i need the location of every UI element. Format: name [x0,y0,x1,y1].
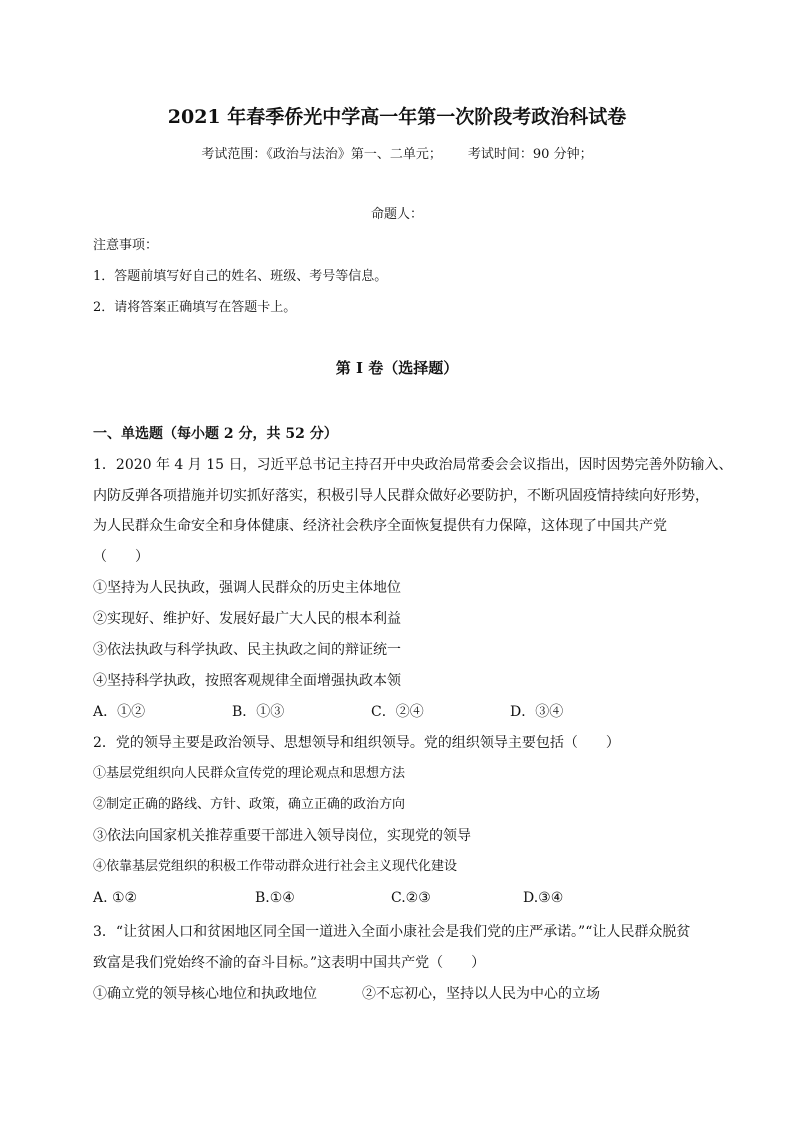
q2-stem: 2．党的领导主要是政治领导、思想领导和组织领导。党的组织领导主要包括（ ） [93,735,620,751]
q1-option-b[interactable]: B．①③ [232,704,285,720]
notes-heading: 注意事项： [93,238,159,253]
q1-item: ④坚持科学执政，按照客观规律全面增强执政本领 [93,673,401,689]
part-heading: 一、单选题（每小题 2 分，共 52 分） [93,426,338,442]
q1-stem-line: 为人民群众生命安全和身体健康、经济社会秩序全面恢复提供有力保障，这体现了中国共产党 [93,518,667,534]
q1-item: ③依法执政与科学执政、民主执政之间的辩证统一 [93,642,401,658]
exam-time: 考试时间：90 分钟； [467,147,593,162]
q3-stem-line: 3．“让贫困人口和贫困地区同全国一道进入全面小康社会是我们党的庄严承诺。”“让人民群众脱贫 [93,924,691,940]
q2-item: ②制定正确的路线、方针、政策，确立正确的政治方向 [93,797,406,812]
exam-author: 命题人： [370,207,423,222]
q3-stem-line: 致富是我们党始终不渝的奋斗目标。”这表明中国共产党（ ） [93,955,486,971]
q2-item: ④依靠基层党组织的积极工作带动群众进行社会主义现代化建设 [93,859,458,874]
notes-item: 2．请将答案正确填写在答题卡上。 [93,300,297,315]
section-title: 第 I 卷（选择题） [335,359,459,377]
q1-option-c[interactable]: C．②④ [371,704,424,720]
q2-option-a[interactable]: A. ①② [93,890,138,906]
q1-option-d[interactable]: D．③④ [510,704,564,720]
exam-title: 2021 年春季侨光中学高一年第一次阶段考政治科试卷 [167,106,627,128]
q1-item: ①坚持为人民执政，强调人民群众的历史主体地位 [93,580,401,596]
exam-info [0,145,794,165]
q2-item: ③依法向国家机关推荐重要干部进入领导岗位，实现党的领导 [93,828,471,844]
q3-item: ①确立党的领导核心地位和执政地位 [93,986,317,1002]
q2-item: ①基层党组织向人民群众宣传党的理论观点和思想方法 [93,766,406,781]
q1-option-a[interactable]: A．①② [93,704,146,720]
q2-option-b[interactable]: B.①④ [255,890,295,906]
q1-stem-line: 内防反弹各项措施并切实抓好落实，积极引导人民群众做好必要防护，不断巩固疫情持续向好形势， [93,488,709,504]
notes-item: 1．答题前填写好自己的姓名、班级、考号等信息。 [93,269,388,284]
q3-item: ②不忘初心，坚持以人民为中心的立场 [362,986,600,1002]
q1-stem-line: （ ） [93,549,149,565]
q1-item: ②实现好、维护好、发展好最广大人民的根本利益 [93,611,401,627]
exam-scope: 考试范围：《政治与法治》第一、二单元； [201,147,442,162]
q2-option-c[interactable]: C.②③ [391,890,431,906]
q2-option-d[interactable]: D.③④ [523,890,564,906]
q1-stem-line: 1．2020 年 4 月 15 日，习近平总书记主持召开中央政治局常委会会议指出，因时因势完善外防输入、 [93,457,733,473]
